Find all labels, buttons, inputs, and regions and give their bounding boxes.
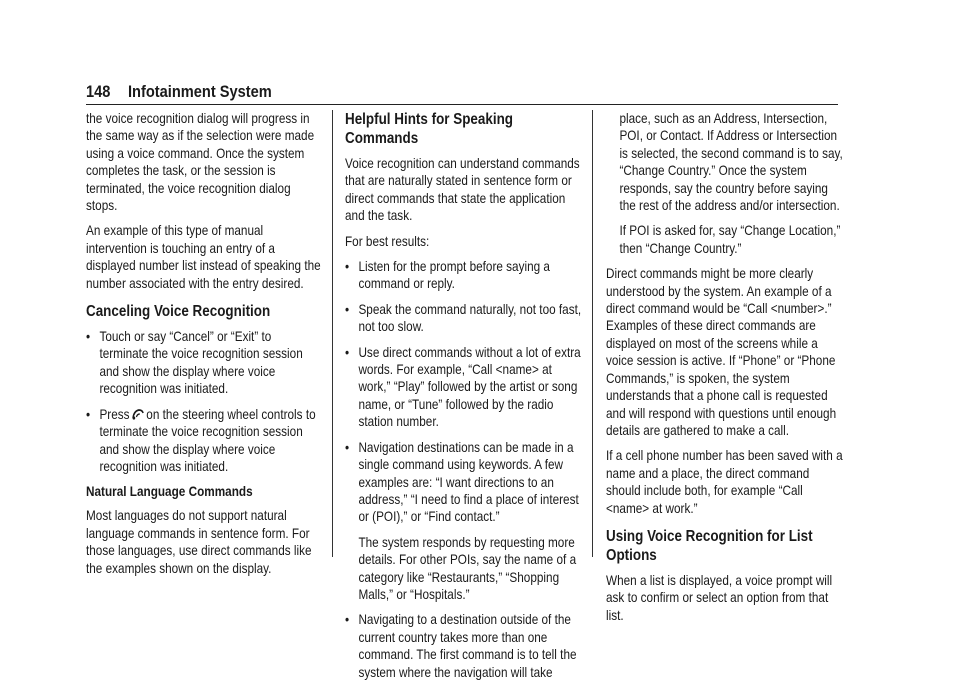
list-item: • Speak the command naturally, not too fast, not too slow.	[345, 301, 582, 336]
paragraph: When a list is displayed, a voice prompt will ask to confirm or select an option from that list.	[606, 571, 833, 623]
indented-paragraph: If POI is asked for, say “Change Location,” then “Change Country.”	[619, 222, 841, 256]
page-header	[86, 82, 838, 105]
paragraph: For best results:	[345, 232, 430, 249]
list-item-text: on the steering wheel controls to terminate the voice recognition session and show the display where voice recognition was initiated.	[99, 405, 316, 474]
list-item: • Navigation destinations can be made in a single command using keywords. A few examples are: “I want directions to an address,” “I need to find a place of interest or (POI),” or “Find contact.”	[345, 439, 582, 526]
paragraph: If a cell phone number has been saved with a name and a place, the direct command should include both, for example “Call <name> at work.”	[606, 447, 843, 516]
heading-natural-language: Natural Language Commands	[86, 483, 253, 500]
list-item: • Navigating to a destination outside of the current country takes more than one command. The first command is to tell the system where the navigation will take	[345, 611, 582, 681]
column-middle	[345, 110, 627, 689]
bullet-list	[86, 328, 323, 475]
column-left	[86, 110, 368, 585]
list-item-text: Press	[99, 405, 130, 422]
paragraph: Direct commands might be more clearly understood by the system. An example of a direct command would be “Call <number>.” Examples of these direct commands are displayed on most of the screens while a voice session is active. If “Phone” or “Phone Commands,” is spoken, the system understands that a phone call is requested and will respond with questions until enough details are gathered to make a call.	[606, 265, 837, 438]
heading-canceling-voice-recognition: Canceling Voice Recognition	[86, 303, 271, 321]
voice-recognition-icon	[131, 407, 144, 419]
paragraph: the voice recognition dialog will progress in the same way as if the selection were made using a voice command. Once the system completes the task, or the session is terminated, the voice recognition dialog stops.	[86, 110, 315, 214]
heading-helpful-hints: Helpful Hints for Speaking Commands	[345, 111, 514, 147]
section-title: Infotainment System	[128, 82, 272, 101]
list-item	[86, 406, 323, 476]
paragraph: Most languages do not support natural language commands in sentence form. For those languages, use direct commands like the examples shown on the display.	[86, 507, 312, 576]
heading-list-options: Using Voice Recognition for List Options	[606, 527, 813, 564]
column-right	[606, 110, 888, 632]
list-item: • Touch or say “Cancel” or “Exit” to terminate the voice recognition session and show the display where voice recognition was initiated.	[86, 328, 323, 398]
paragraph: Voice recognition can understand commands that are naturally stated in sentence form or direct commands that state the application and the task.	[345, 155, 580, 224]
list-item: • Use direct commands without a lot of extra words. For example, “Call <name> at work,” “Play” followed by the artist or song name, or “Tune” followed by the radio station number.	[345, 344, 582, 431]
bullet-list	[345, 611, 582, 681]
page-number: 148	[86, 82, 111, 101]
paragraph: An example of this type of manual intervention is touching an entry of a displayed number list instead of speaking the number associated with the entry desired.	[86, 222, 321, 291]
indented-paragraph: The system responds by requesting more details. For other POIs, say the name of a category like “Restaurants,” “Shopping Malls,” or “Hospitals.”	[358, 533, 577, 602]
bullet-list	[345, 258, 582, 526]
list-item: • Listen for the prompt before saying a command or reply.	[345, 258, 582, 293]
indented-paragraph: place, such as an Address, Intersection, POI, or Contact. If Address or Intersection is selected, the second command is to say, “Change Country.” Once the system responds, say the country before saying the rest of the address and/or intersection.	[619, 110, 843, 214]
